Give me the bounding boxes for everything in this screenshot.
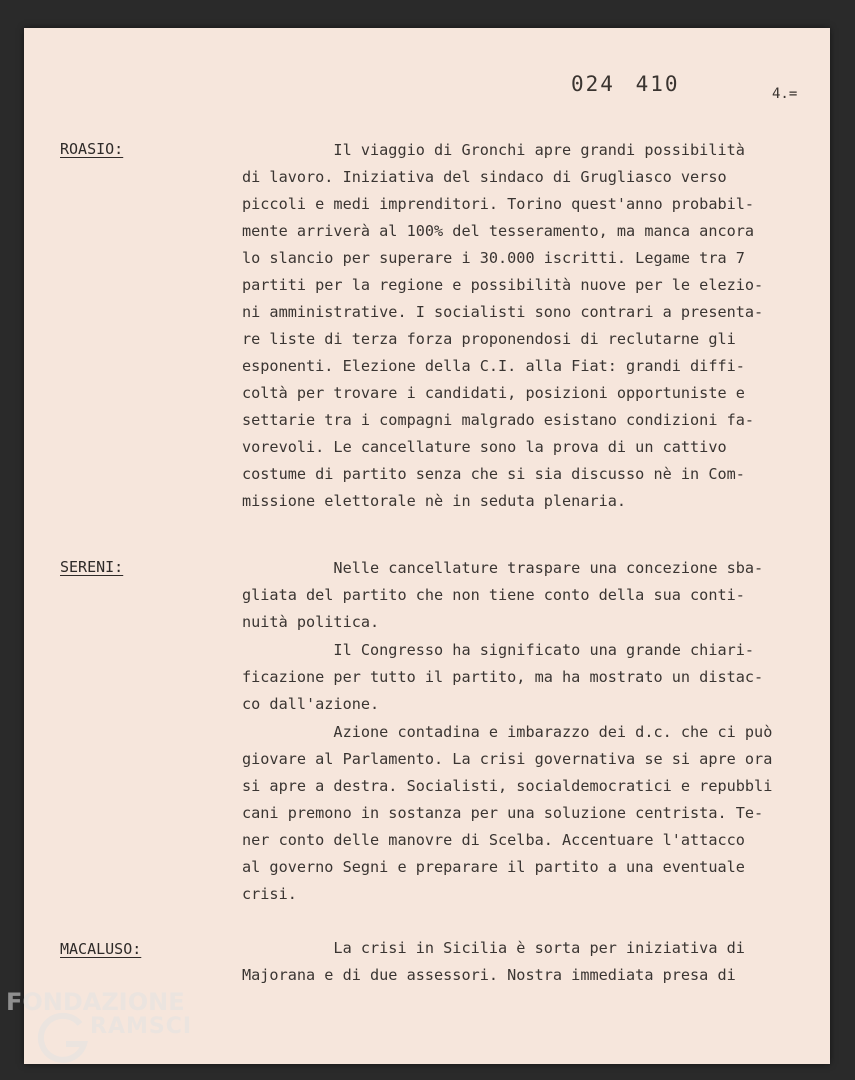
archive-number: 024 410 xyxy=(571,72,680,96)
fondazione-gramsci-watermark xyxy=(6,988,216,1068)
paragraph-sereni-1: Nelle cancellature traspare una concezione sba- gliata del partito che non tiene conto della sua conti- nuità politica. xyxy=(242,559,764,631)
paragraph-macaluso-1: La crisi in Sicilia è sorta per iniziativa di Majorana e di due assessori. Nostra immediata presa di xyxy=(242,939,745,984)
speaker-label-sereni: SERENI: xyxy=(60,558,124,576)
watermark-line1: FONDAZIONE xyxy=(6,988,185,1016)
paragraph-sereni-2: Il Congresso ha significato una grande chiari- ficazione per tutto il partito, ma ha mostrato un distac- co dall'azione. xyxy=(242,641,764,713)
paragraph-sereni-3: Azione contadina e imbarazzo dei d.c. che ci può giovare al Parlamento. La crisi governativa se si apre ora si apre a destra. Socialisti, socialdemocratici e repubbli cani premono in sostanza per una soluzione centrista. Te- ner conto delle manovre di Scelba. Accentuare l'attacco al governo Segni e preparare il partito a una eventuale crisi. xyxy=(242,723,773,903)
page-number: 4.= xyxy=(772,86,798,102)
speaker-label-roasio: ROASIO: xyxy=(60,140,124,158)
speaker-label-macaluso: MACALUSO: xyxy=(60,940,142,958)
watermark-line2: RAMSCI xyxy=(90,1014,193,1039)
paragraph-roasio-1: Il viaggio di Gronchi apre grandi possibilità di lavoro. Iniziativa del sindaco di Grugliasco verso piccoli e medi imprenditori. Torino quest'anno probabil- mente arriverà al 100% del tesseramento, ma manca ancora lo slancio per superare i 30.000 iscritti. Legame tra 7 partiti per la regione e possibilità nuove per le elezio- ni amministrative. I socialisti sono contrari a presenta- re liste di terza forza proponendosi di reclutarne gli esponenti. Elezione della C.I. alla Fiat: grandi diffi- coltà per trovare i candidati, posizioni opportuniste e settarie tra i compagni malgrado esistano condizioni fa- vorevoli. Le cancellature sono la prova di un cattivo costume di partito senza che si sia discusso nè in Com- missione elettorale nè in seduta plenaria. xyxy=(242,141,764,510)
gramsci-logo-icon xyxy=(36,1010,92,1066)
